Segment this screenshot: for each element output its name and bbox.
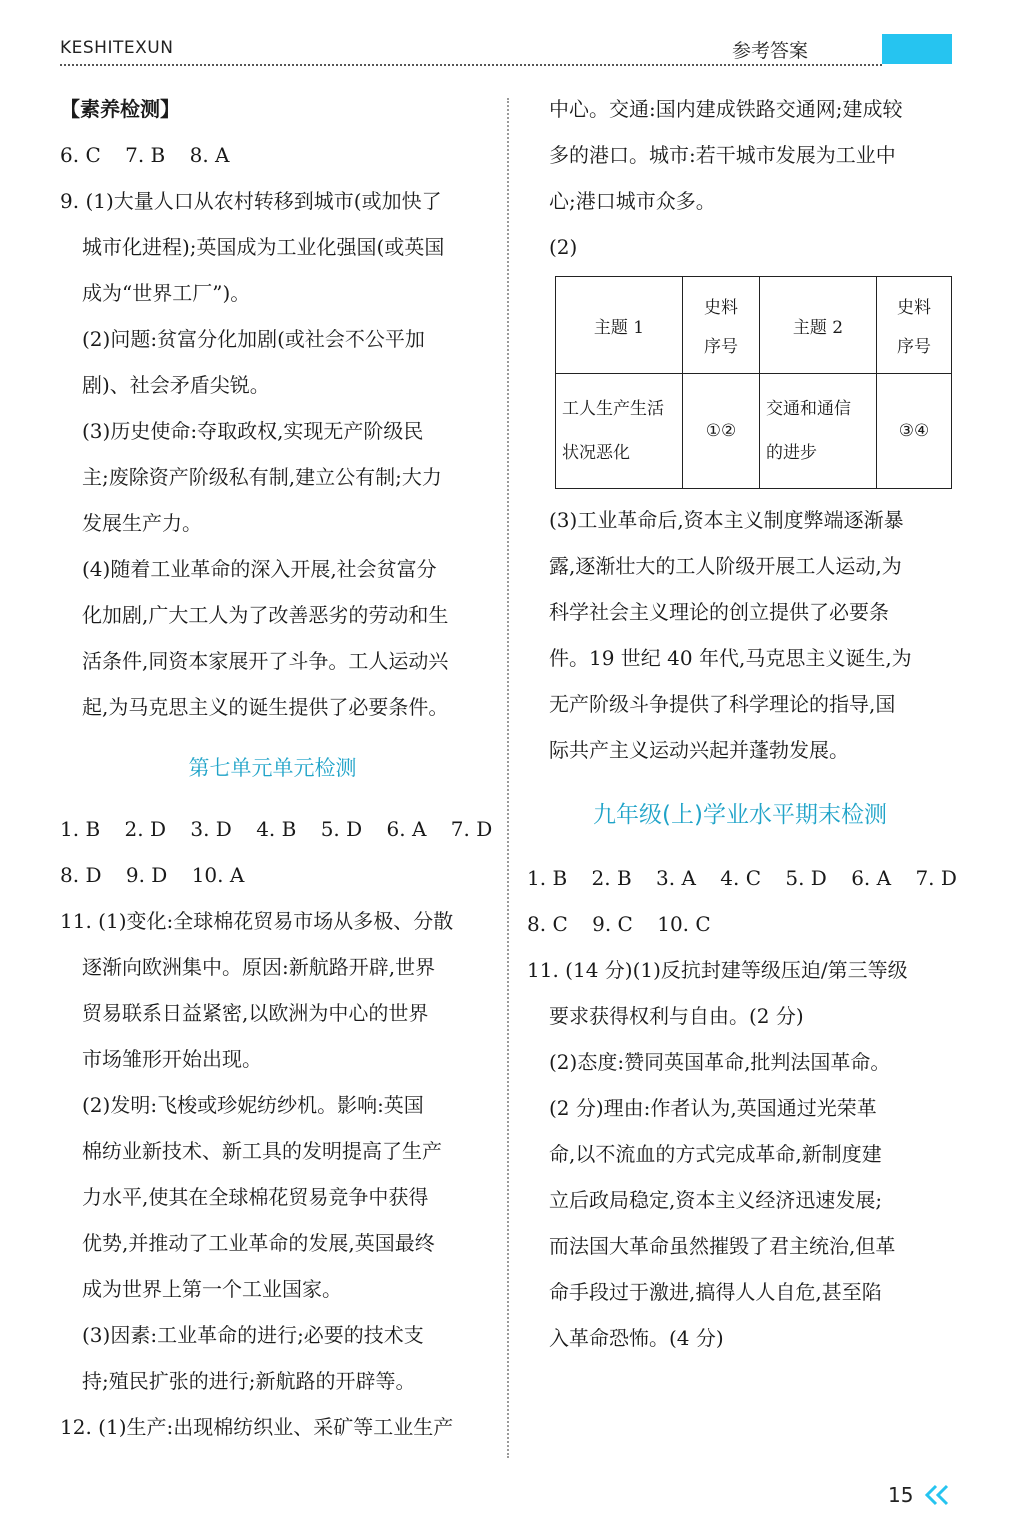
left-column bbox=[60, 86, 493, 1450]
table-cell-line: 序号 bbox=[704, 337, 738, 357]
answer-item: 8. C bbox=[527, 912, 568, 936]
table-cell: 主题 2 bbox=[760, 277, 877, 374]
section-label: 【素养检测】 bbox=[60, 97, 180, 121]
text-line: (4)随着工业革命的深入开展,社会贫富分 bbox=[82, 557, 437, 581]
text-line: (2)问题:贫富分化加剧(或社会不公平加 bbox=[82, 327, 425, 351]
question-9 bbox=[60, 178, 485, 730]
answers-6-8 bbox=[60, 132, 485, 178]
answer-item: 5. D bbox=[320, 817, 363, 841]
answer-item: 8. D bbox=[60, 863, 102, 887]
table-cell-line: 工人生产生活 bbox=[562, 399, 664, 419]
question-11 bbox=[60, 898, 485, 1404]
text-line: 11. (14 分)(1)反抗封建等级压迫/第三等级 bbox=[527, 958, 908, 982]
text-line: 持;殖民扩张的进行;新航路的开辟等。 bbox=[82, 1369, 416, 1393]
answer-item: 3. A bbox=[656, 866, 696, 890]
text-line: 城市化进程);英国成为工业化强国(或英国 bbox=[82, 235, 445, 259]
text-line: (2) bbox=[549, 235, 578, 259]
exam-question-11 bbox=[527, 947, 953, 1361]
unit-answers-row-1 bbox=[60, 806, 493, 852]
text-line: 科学社会主义理论的创立提供了必要条 bbox=[549, 600, 889, 624]
table-cell-line: 状况恶化 bbox=[562, 443, 630, 463]
text-line: (3)历史使命:夺取政权,实现无产阶级民 bbox=[82, 419, 424, 443]
table-cell bbox=[877, 277, 952, 374]
text-line: (3)因素:工业革命的进行;必要的技术支 bbox=[82, 1323, 424, 1347]
text-line: 力水平,使其在全球棉花贸易竞争中获得 bbox=[82, 1185, 429, 1209]
answer-item: 8. A bbox=[189, 143, 230, 167]
answer-item: 1. B bbox=[527, 866, 568, 890]
text-line: 优势,并推动了工业革命的发展,英国最终 bbox=[82, 1231, 435, 1255]
text-line: 中心。交通:国内建成铁路交通网;建成较 bbox=[549, 97, 903, 121]
text-line: 而法国大革命虽然摧毁了君主统治,但革 bbox=[549, 1234, 896, 1258]
page-header bbox=[60, 30, 952, 66]
right-column bbox=[527, 86, 957, 1361]
final-exam-title: 九年级(上)学业水平期末检测 bbox=[593, 802, 887, 828]
header-title: 参考答案 bbox=[732, 40, 809, 62]
answer-item: 4. C bbox=[720, 866, 761, 890]
answer-item: 7. D bbox=[450, 817, 493, 841]
table-cell-line: 序号 bbox=[897, 337, 931, 357]
table-cell: 主题 1 bbox=[556, 277, 683, 374]
answer-item: 7. B bbox=[125, 143, 166, 167]
exam-answers-row-2 bbox=[527, 901, 953, 947]
answer-item: 3. D bbox=[190, 817, 232, 841]
text-line: 活条件,同资本家展开了斗争。工人运动兴 bbox=[82, 649, 449, 673]
text-line: 成为世界上第一个工业国家。 bbox=[82, 1277, 342, 1301]
table-cell-line: 史料 bbox=[897, 298, 931, 318]
text-line: (2)态度:赞同英国革命,批判法国革命。 bbox=[549, 1050, 891, 1074]
text-line: 剧)、社会矛盾尖锐。 bbox=[82, 373, 270, 397]
answer-item: 9. C bbox=[592, 912, 633, 936]
text-line: 件。19 世纪 40 年代,马克思主义诞生,为 bbox=[549, 646, 912, 670]
text-line: 发展生产力。 bbox=[82, 511, 202, 535]
brand-label: KESHITEXUN bbox=[60, 38, 174, 58]
answer-item: 6. A bbox=[386, 817, 427, 841]
text-line: 主;废除资产阶级私有制,建立公有制;大力 bbox=[82, 465, 442, 489]
text-line: 逐渐向欧洲集中。原因:新航路开辟,世界 bbox=[82, 955, 436, 979]
question-12-start: 12. (1)生产:出现棉纺织业、采矿等工业生产 bbox=[60, 1415, 454, 1439]
text-line: 无产阶级斗争提供了科学理论的指导,国 bbox=[549, 692, 896, 716]
exam-answers-row-1 bbox=[527, 855, 957, 901]
header-accent-block bbox=[882, 34, 952, 64]
text-line: (2 分)理由:作者认为,英国通过光荣革 bbox=[549, 1096, 877, 1120]
header-rule bbox=[60, 64, 882, 66]
answer-item: 6. A bbox=[851, 866, 892, 890]
table-row bbox=[556, 374, 952, 489]
text-line: 际共产主义运动兴起并蓬勃发展。 bbox=[549, 738, 849, 762]
answer-item: 6. C bbox=[60, 143, 101, 167]
answer-item: 1. B bbox=[60, 817, 101, 841]
text-line: 11. (1)变化:全球棉花贸易市场从多极、分散 bbox=[60, 909, 454, 933]
table-cell bbox=[683, 277, 760, 374]
answer-item: 2. D bbox=[124, 817, 166, 841]
text-line: 化加剧,广大工人为了改善恶劣的劳动和生 bbox=[82, 603, 449, 627]
answer-item: 10. C bbox=[657, 912, 711, 936]
answer-item: 2. B bbox=[591, 866, 632, 890]
table-cell bbox=[760, 374, 877, 489]
text-line: 起,为马克思主义的诞生提供了必要条件。 bbox=[82, 695, 449, 719]
page-number: 15 bbox=[888, 1483, 914, 1507]
table-cell bbox=[556, 374, 683, 489]
text-line: 成为“世界工厂”)。 bbox=[82, 281, 251, 305]
table-header-row bbox=[556, 277, 952, 374]
text-line: 棉纺业新技术、新工具的发明提高了生产 bbox=[82, 1139, 442, 1163]
table-cell: ③④ bbox=[877, 374, 952, 489]
text-line: 露,逐渐壮大的工人阶级开展工人运动,为 bbox=[549, 554, 902, 578]
table-cell-line: 史料 bbox=[704, 298, 738, 318]
text-line: 要求获得权利与自由。(2 分) bbox=[549, 1004, 804, 1028]
answer-item: 10. A bbox=[191, 863, 245, 887]
text-line: 多的港口。城市:若干城市发展为工业中 bbox=[549, 143, 896, 167]
answer-item: 5. D bbox=[785, 866, 827, 890]
column-divider bbox=[507, 98, 509, 1458]
table-cell-line: 交通和通信 bbox=[766, 399, 851, 419]
text-line: 贸易联系日益紧密,以欧洲为中心的世界 bbox=[82, 1001, 429, 1025]
answer-item: 7. D bbox=[915, 866, 957, 890]
unit-test-title: 第七单元单元检测 bbox=[188, 756, 357, 780]
answer-table bbox=[555, 276, 952, 489]
text-line: 入革命恐怖。(4 分) bbox=[549, 1326, 724, 1350]
text-line: (3)工业革命后,资本主义制度弊端逐渐暴 bbox=[549, 508, 904, 532]
table-cell-line: 的进步 bbox=[766, 443, 817, 463]
text-line: 市场雏形开始出现。 bbox=[82, 1047, 262, 1071]
text-line: 9. (1)大量人口从农村转移到城市(或加快了 bbox=[60, 189, 442, 213]
table-cell: ①② bbox=[683, 374, 760, 489]
text-line: 心;港口城市众多。 bbox=[549, 189, 716, 213]
answer-item: 9. D bbox=[125, 863, 168, 887]
text-line: 立后政局稳定,资本主义经济迅速发展; bbox=[549, 1188, 883, 1212]
unit-answers-row-2 bbox=[60, 852, 485, 898]
answer-item: 4. B bbox=[256, 817, 297, 841]
double-chevron-left-icon bbox=[924, 1484, 950, 1506]
text-line: (2)发明:飞梭或珍妮纺纱机。影响:英国 bbox=[82, 1093, 424, 1117]
text-line: 命手段过于激进,搞得人人自危,甚至陷 bbox=[549, 1280, 882, 1304]
text-line: 命,以不流血的方式完成革命,新制度建 bbox=[549, 1142, 882, 1166]
